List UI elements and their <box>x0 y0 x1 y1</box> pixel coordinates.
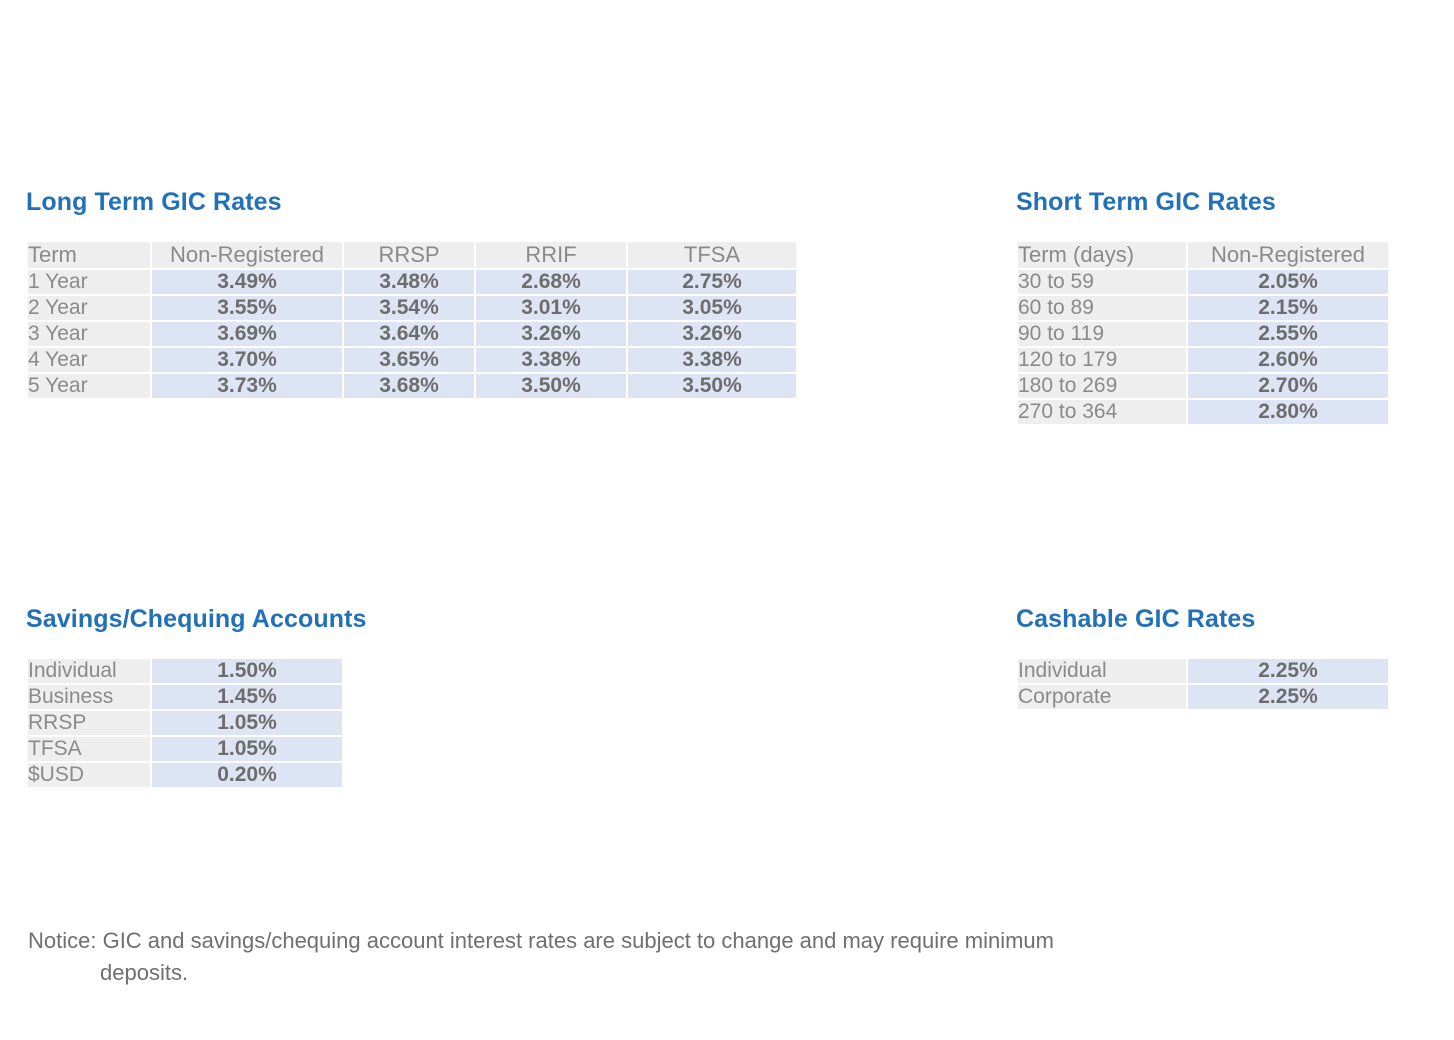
long-term-gic-table <box>26 240 798 400</box>
rate-value: 2.15% <box>1188 296 1388 320</box>
row-label: 2 Year <box>28 296 150 320</box>
row-label: 30 to 59 <box>1018 270 1186 294</box>
rate-value: 2.75% <box>628 270 796 294</box>
short-term-gic-title: Short Term GIC Rates <box>1016 188 1276 216</box>
table-row <box>28 685 342 709</box>
column-header-rrif: RRIF <box>476 242 626 268</box>
rate-value: 3.48% <box>344 270 474 294</box>
rate-value: 2.70% <box>1188 374 1388 398</box>
notice-line-1: Notice: GIC and savings/chequing account interest rates are subject to change and may require minimum <box>28 928 1054 953</box>
rate-value: 1.05% <box>152 711 342 735</box>
rate-value: 3.70% <box>152 348 342 372</box>
table-row <box>1018 659 1388 683</box>
table-row <box>28 270 796 294</box>
row-label: Business <box>28 685 150 709</box>
row-label: 270 to 364 <box>1018 400 1186 424</box>
row-label: 5 Year <box>28 374 150 398</box>
rate-value: 2.60% <box>1188 348 1388 372</box>
rate-value: 2.25% <box>1188 685 1388 709</box>
table-row <box>28 322 796 346</box>
notice-text <box>28 925 1328 989</box>
row-label: 3 Year <box>28 322 150 346</box>
table-header-row <box>28 242 796 268</box>
table-row <box>1018 400 1388 424</box>
rate-value: 2.25% <box>1188 659 1388 683</box>
rate-value: 2.55% <box>1188 322 1388 346</box>
row-label: 4 Year <box>28 348 150 372</box>
table-header-row <box>1018 242 1388 268</box>
column-header-non-registered: Non-Registered <box>1188 242 1388 268</box>
table-row <box>28 737 342 761</box>
column-header-term: Term <box>28 242 150 268</box>
row-label: 90 to 119 <box>1018 322 1186 346</box>
rate-value: 3.38% <box>628 348 796 372</box>
short-term-gic-table <box>1016 240 1390 426</box>
long-term-gic-title: Long Term GIC Rates <box>26 188 282 216</box>
table-row <box>1018 270 1388 294</box>
rate-value: 1.05% <box>152 737 342 761</box>
rate-value: 3.49% <box>152 270 342 294</box>
rate-value: 3.65% <box>344 348 474 372</box>
savings-chequing-title: Savings/Chequing Accounts <box>26 605 367 633</box>
rate-value: 3.38% <box>476 348 626 372</box>
column-header-tfsa: TFSA <box>628 242 796 268</box>
row-label: Individual <box>28 659 150 683</box>
column-header-rrsp: RRSP <box>344 242 474 268</box>
notice-line-2: deposits. <box>100 959 189 985</box>
rate-value: 3.54% <box>344 296 474 320</box>
rate-value: 3.26% <box>628 322 796 346</box>
table-row <box>28 348 796 372</box>
short-term-gic-section <box>1016 188 1390 426</box>
table-row <box>1018 348 1388 372</box>
rate-value: 3.69% <box>152 322 342 346</box>
row-label: TFSA <box>28 737 150 761</box>
row-label: RRSP <box>28 711 150 735</box>
row-label: 1 Year <box>28 270 150 294</box>
rate-value: 3.68% <box>344 374 474 398</box>
rate-value: 3.05% <box>628 296 796 320</box>
rate-value: 3.50% <box>476 374 626 398</box>
row-label: 60 to 89 <box>1018 296 1186 320</box>
rate-value: 3.64% <box>344 322 474 346</box>
savings-chequing-table <box>26 657 344 789</box>
rate-value: 1.45% <box>152 685 342 709</box>
table-row <box>28 711 342 735</box>
rate-value: 2.68% <box>476 270 626 294</box>
cashable-gic-table <box>1016 657 1390 711</box>
row-label: 180 to 269 <box>1018 374 1186 398</box>
column-header-non-registered: Non-Registered <box>152 242 342 268</box>
row-label: 120 to 179 <box>1018 348 1186 372</box>
row-label: Corporate <box>1018 685 1186 709</box>
rate-value: 3.26% <box>476 322 626 346</box>
rate-value: 3.73% <box>152 374 342 398</box>
savings-chequing-section <box>26 605 367 789</box>
row-label: $USD <box>28 763 150 787</box>
rate-value: 3.55% <box>152 296 342 320</box>
table-row <box>1018 685 1388 709</box>
table-row <box>28 296 796 320</box>
table-row <box>28 374 796 398</box>
row-label: Individual <box>1018 659 1186 683</box>
table-row <box>1018 322 1388 346</box>
long-term-gic-section <box>26 188 798 400</box>
table-row <box>28 763 342 787</box>
rate-value: 0.20% <box>152 763 342 787</box>
table-row <box>1018 296 1388 320</box>
rate-value: 1.50% <box>152 659 342 683</box>
rate-value: 2.80% <box>1188 400 1388 424</box>
table-row <box>1018 374 1388 398</box>
cashable-gic-title: Cashable GIC Rates <box>1016 605 1256 633</box>
rate-value: 3.01% <box>476 296 626 320</box>
column-header-term-days: Term (days) <box>1018 242 1186 268</box>
table-row <box>28 659 342 683</box>
cashable-gic-section <box>1016 605 1390 711</box>
rate-value: 3.50% <box>628 374 796 398</box>
rate-value: 2.05% <box>1188 270 1388 294</box>
